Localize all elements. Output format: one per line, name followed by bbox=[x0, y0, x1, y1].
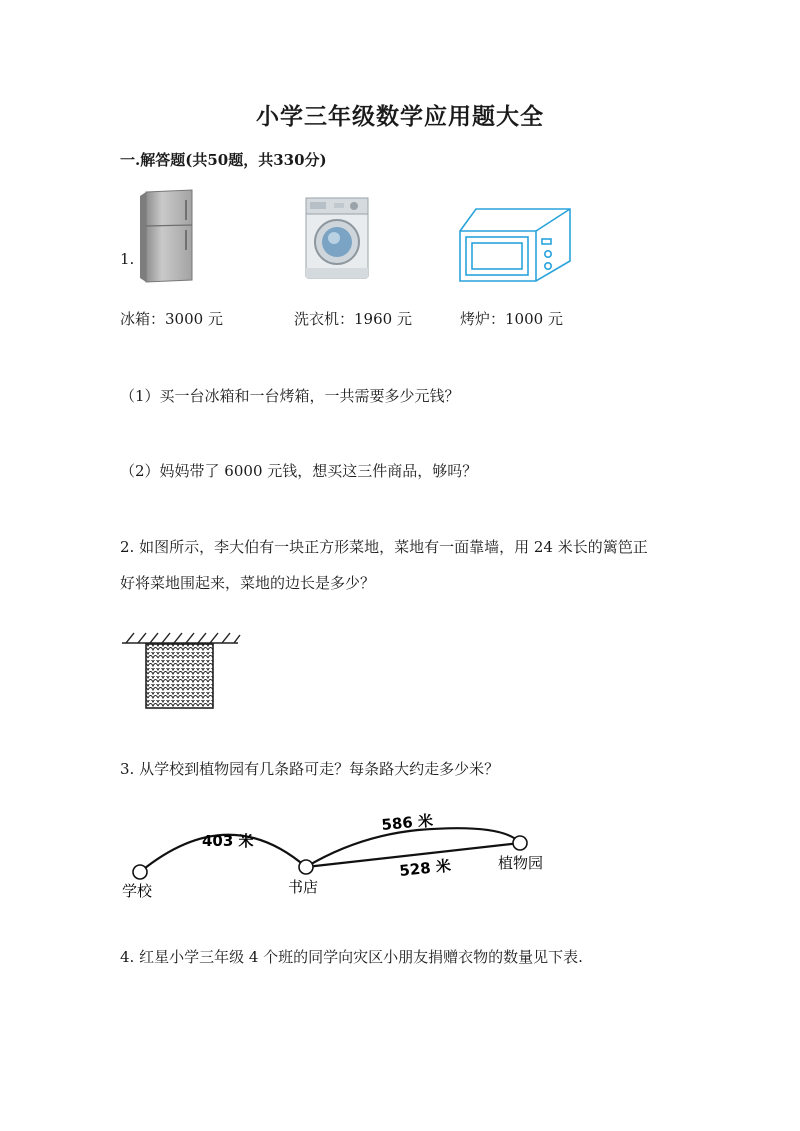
garden-node bbox=[513, 836, 527, 850]
wall-hatching bbox=[126, 633, 240, 643]
q4-text: 4. 红星小学三年级 4 个班的同学向灾区小朋友捐赠衣物的数量见下表. bbox=[120, 948, 583, 966]
route-map-diagram bbox=[118, 808, 558, 908]
price-oven: 烤炉：1000 元 bbox=[460, 310, 563, 328]
q3-text: 3. 从学校到植物园有几条路可走？每条路大约走多少米？ bbox=[120, 760, 500, 778]
q2-text-line-1: 2. 如图所示，李大伯有一块正方形菜地，菜地有一面靠墙，用 24 米长的篱笆正 bbox=[120, 538, 648, 556]
q1-number: 1. bbox=[120, 250, 135, 268]
dist-upper-label: 586 米 bbox=[380, 811, 434, 834]
section-header: 一.解答题(共50题，共330分) bbox=[120, 151, 327, 169]
q1-sub-question-2: （2）妈妈带了 6000 元钱，想买这三件商品，够吗？ bbox=[120, 462, 478, 480]
dist-school-bookstore-label: 403 米 bbox=[202, 832, 254, 850]
q2-text-line-2: 好将菜地围起来，菜地的边长是多少？ bbox=[120, 574, 376, 592]
refrigerator-icon bbox=[138, 188, 198, 284]
garden-label: 植物园 bbox=[498, 854, 544, 872]
oven-icon bbox=[458, 206, 572, 284]
school-node bbox=[133, 865, 147, 879]
price-washing-machine: 洗衣机：1960 元 bbox=[294, 310, 412, 328]
q1-sub-question-1: （1）买一台冰箱和一台烤箱，一共需要多少元钱？ bbox=[120, 387, 460, 405]
page-title: 小学三年级数学应用题大全 bbox=[256, 103, 544, 130]
dist-lower-label: 528 米 bbox=[398, 856, 452, 880]
price-refrigerator: 冰箱：3000 元 bbox=[120, 310, 223, 328]
vegetable-plot-diagram bbox=[118, 628, 242, 712]
bookstore-label: 书店 bbox=[288, 878, 319, 896]
bookstore-node bbox=[299, 860, 313, 874]
square-plot bbox=[146, 644, 213, 708]
school-label: 学校 bbox=[122, 882, 153, 900]
washing-machine-icon bbox=[304, 196, 370, 280]
